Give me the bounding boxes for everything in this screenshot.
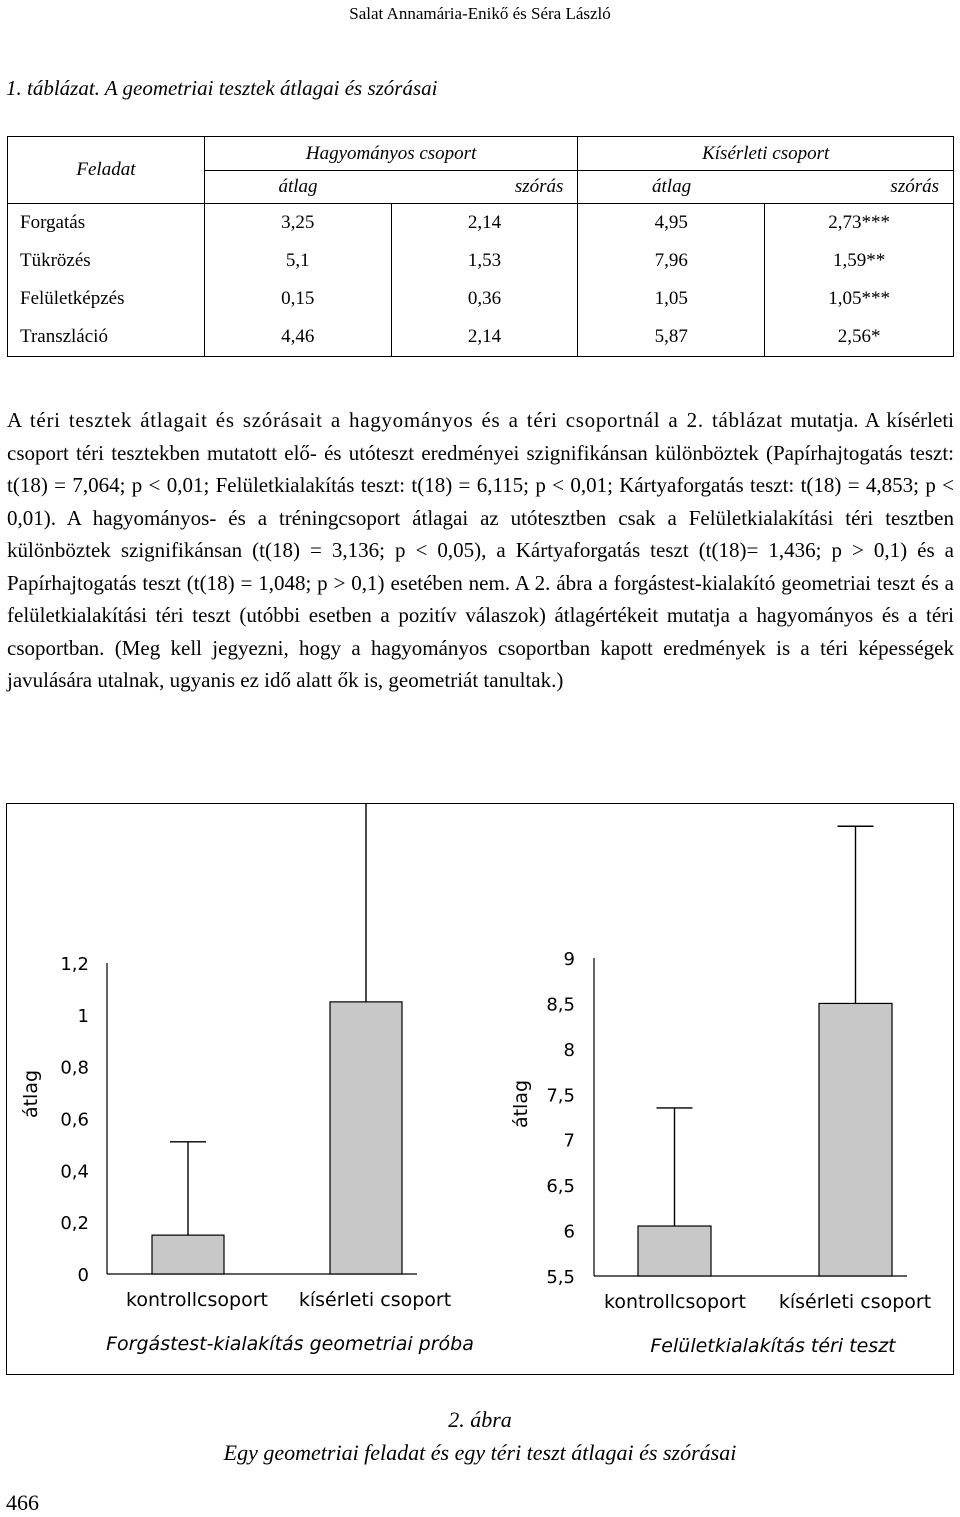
- y-tick-label: 7: [563, 1130, 575, 1152]
- x-category-label: kísérleti csoport: [778, 1291, 932, 1313]
- y-tick-label: 8: [563, 1039, 575, 1061]
- y-tick-label: 6,5: [546, 1176, 575, 1198]
- value-cell: 2,14: [391, 318, 578, 357]
- task-cell: Transzláció: [8, 318, 205, 357]
- running-head: Salat Annamária-Enikő és Séra László: [349, 4, 611, 23]
- bar: [638, 1226, 711, 1276]
- value-cell: 0,15: [204, 280, 391, 318]
- value-cell: 2,56*: [765, 318, 954, 357]
- value-cell: 1,05: [578, 280, 765, 318]
- paragraph-text: mutatja. A kísérleti csoport téri tesztekben mutatott elő- és utóteszt eredményei szignifikánsan különböztek (Papírhajtogatás teszt: t(18) = 7,064; p < 0,01; Felületkialakítás teszt: t(18) = 6,115; p < 0,01; Kártyaforgatás teszt: t(18) = 4,853; p < 0,01). A hagyományos- és a tréningcsoport átlagai az utótesztben csak a Felületkialakítási téri tesztben különböztek szignifikánsan (t(18) = 3,136; p < 0,05), a Kártyaforgatás teszt (t(18)= 1,436; p > 0,1) és a Papírhajtogatás teszt (t(18) = 1,048; p > 0,1) esetében nem. A 2. ábra a forgástest-kialakító geometriai teszt és a felületkialakítási téri teszt (utóbbi esetben a pozitív válaszok) átlagértékeit mutatja a hagyományos és a téri csoportban. (Meg kell jegyezni, hogy a hagyományos csoportban kapott eredmények is a téri képességek javulására utalnak, ugyanis ez idő alatt ők is, geometriát tanultak.): [7, 408, 955, 692]
- table-row: [8, 280, 954, 318]
- y-tick-label: 0: [77, 1265, 89, 1286]
- paragraph-lead: A téri tesztek átlagait és szórásait a hagyományos és a téri csoportnál a 2. táblázat: [7, 408, 783, 432]
- table-row: [8, 204, 954, 243]
- value-cell: 5,1: [204, 242, 391, 280]
- figure-frame: [6, 803, 954, 1375]
- y-tick-label: 0,6: [60, 1109, 89, 1131]
- y-tick-label: 5,5: [546, 1267, 575, 1288]
- results-table: [7, 136, 954, 357]
- chart-title: Forgástest-kialakítás geometriai próba: [106, 1333, 474, 1355]
- task-cell: Felületképzés: [8, 280, 205, 318]
- bar: [819, 1003, 892, 1276]
- figure-caption: Egy geometriai feladat és egy téri teszt átlagai és szórásai: [223, 1440, 737, 1465]
- figure-number: 2. ábra: [448, 1407, 512, 1432]
- page-number: 466: [6, 1490, 39, 1515]
- x-category-label: kontrollcsoport: [604, 1291, 746, 1313]
- value-cell: 2,73***: [765, 204, 954, 243]
- x-category-label: kontrollcsoport: [126, 1289, 268, 1311]
- value-cell: 0,36: [391, 280, 578, 318]
- y-tick-label: 8,5: [546, 994, 575, 1016]
- y-tick-label: 7,5: [546, 1085, 575, 1107]
- value-cell: 1,53: [391, 242, 578, 280]
- task-header: Feladat: [8, 137, 205, 204]
- y-tick-label: 0,8: [60, 1057, 89, 1079]
- table-row: [8, 242, 954, 280]
- group1-sd-header: szórás: [391, 171, 578, 204]
- x-category-label: kísérleti csoport: [298, 1289, 452, 1311]
- y-tick-label: 9: [563, 949, 575, 970]
- value-cell: 2,14: [391, 204, 578, 243]
- y-tick-label: 1,2: [60, 954, 89, 975]
- value-cell: 4,46: [204, 318, 391, 357]
- task-cell: Forgatás: [8, 204, 205, 243]
- task-cell: Tükrözés: [8, 242, 205, 280]
- bar: [330, 1002, 402, 1274]
- value-cell: 3,25: [204, 204, 391, 243]
- group2-sd-header: szórás: [765, 171, 954, 204]
- value-cell: 4,95: [578, 204, 765, 243]
- y-axis-label: átlag: [20, 1069, 42, 1119]
- value-cell: 1,05***: [765, 280, 954, 318]
- body-paragraph: [7, 404, 954, 697]
- y-axis-label: átlag: [510, 1079, 532, 1129]
- bar: [152, 1235, 224, 1274]
- figure-charts: [7, 804, 953, 1374]
- value-cell: 7,96: [578, 242, 765, 280]
- y-tick-label: 0,4: [60, 1161, 89, 1183]
- group2-mean-header: átlag: [578, 171, 765, 204]
- group2-header: Kísérleti csoport: [578, 137, 954, 171]
- table-caption: 1. táblázat. A geometriai tesztek átlagai és szórásai: [6, 76, 438, 100]
- value-cell: 1,59**: [765, 242, 954, 280]
- table-row: [8, 318, 954, 357]
- group1-header: Hagyományos csoport: [204, 137, 578, 171]
- group1-mean-header: átlag: [204, 171, 391, 204]
- chart-title: Felületkialakítás téri teszt: [650, 1335, 896, 1357]
- y-tick-label: 6: [563, 1221, 575, 1243]
- y-tick-label: 0,2: [60, 1213, 89, 1235]
- value-cell: 5,87: [578, 318, 765, 357]
- y-tick-label: 1: [77, 1005, 89, 1027]
